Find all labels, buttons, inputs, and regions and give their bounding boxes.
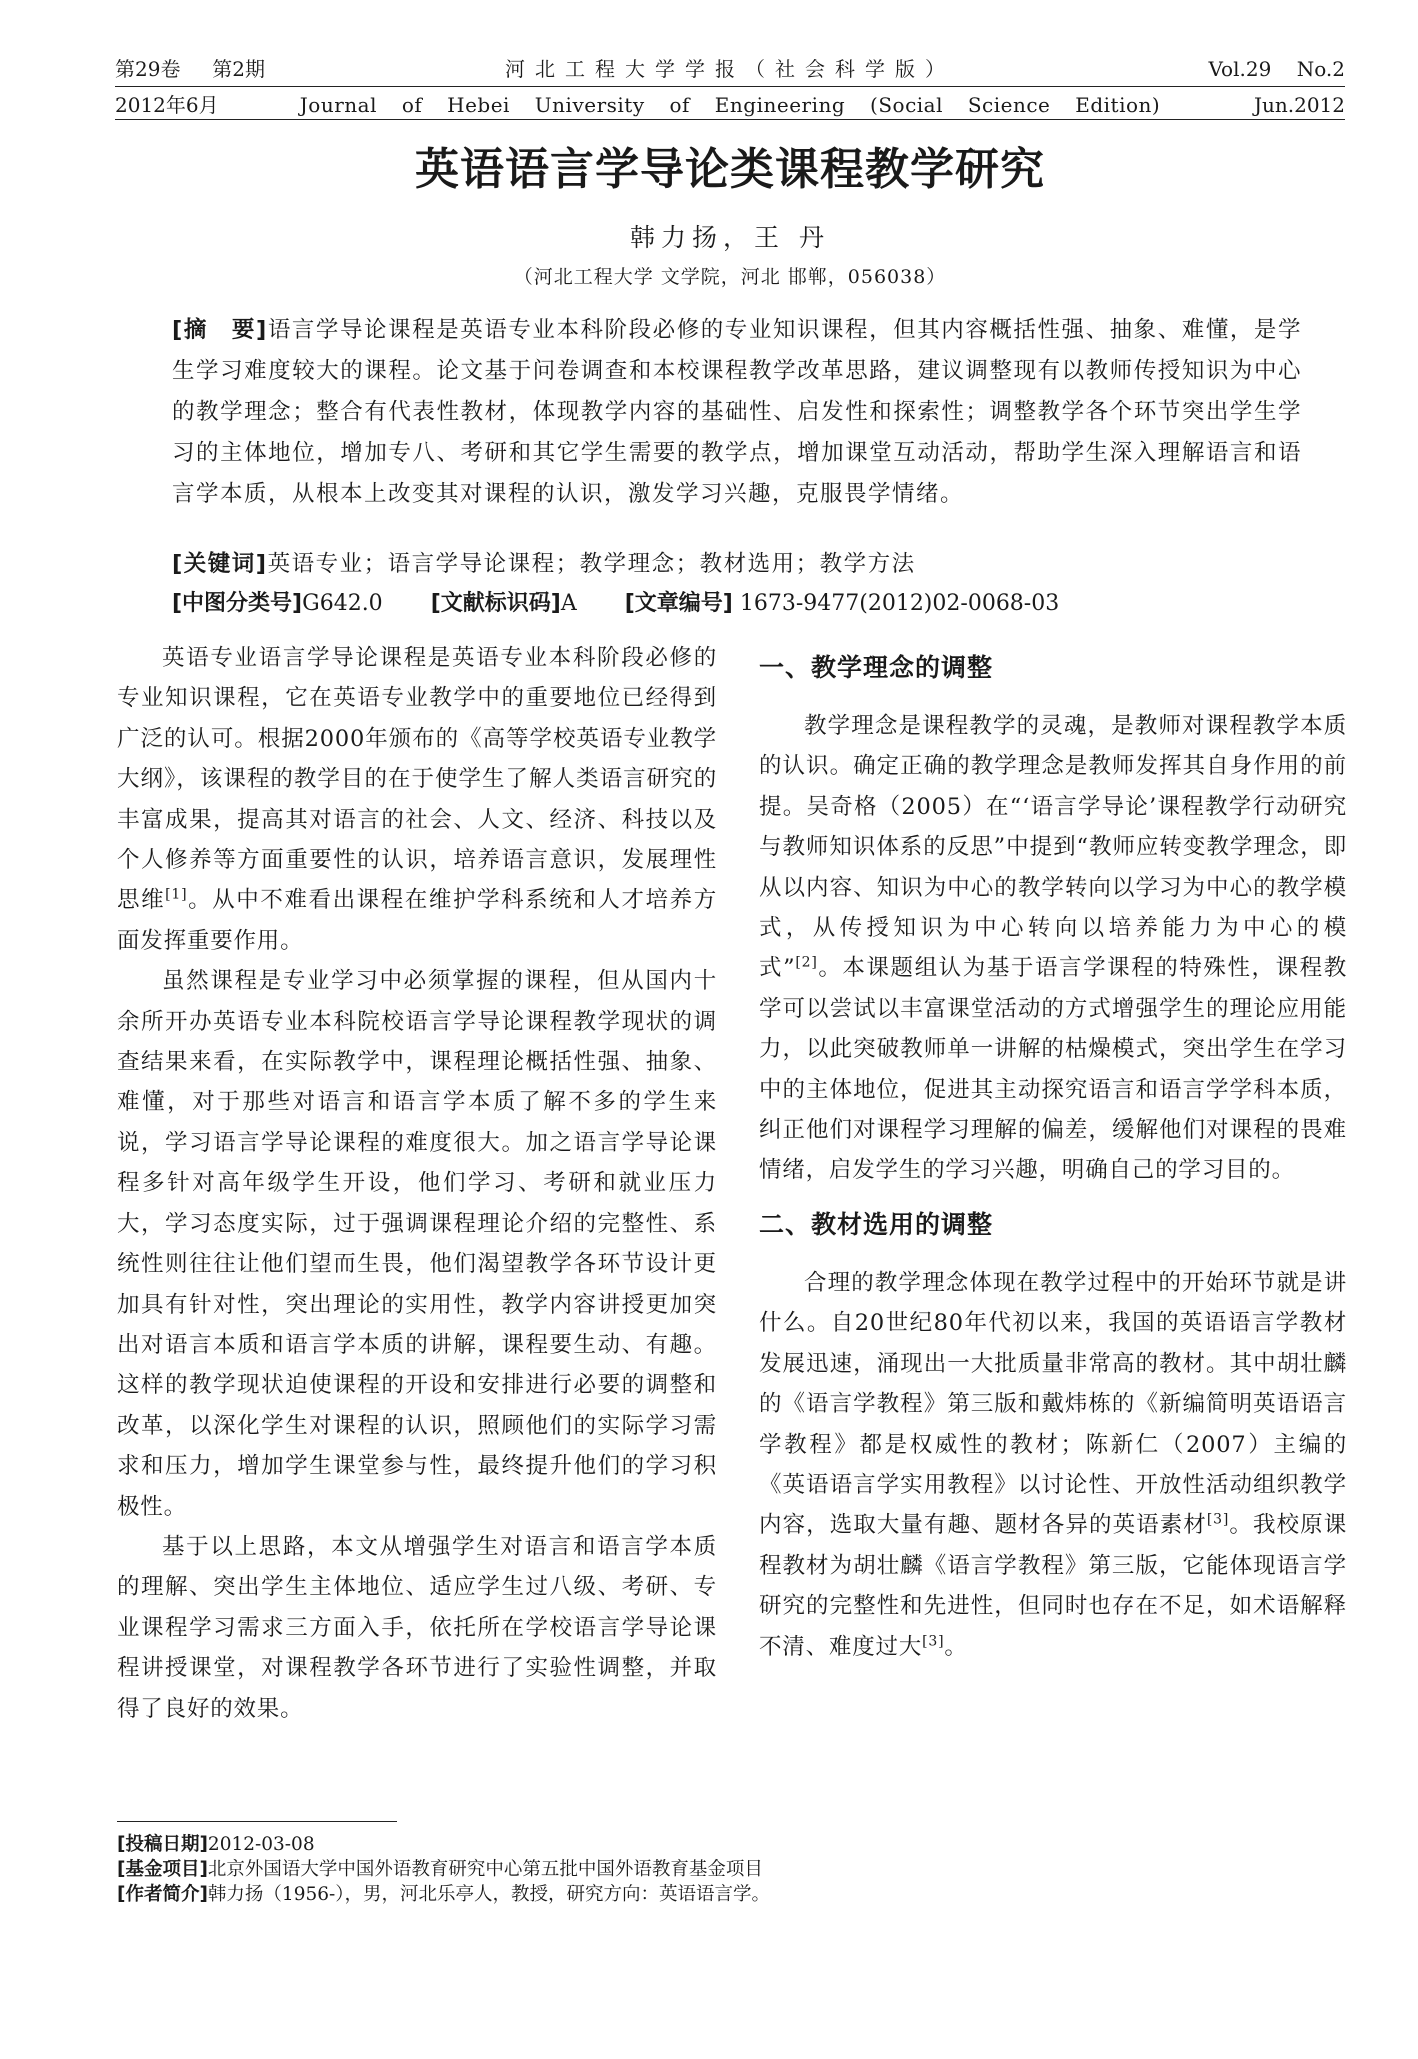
paragraph-text: 。 [944, 1633, 968, 1660]
paragraph-text: 合理的教学理念体现在教学过程中的开始环节就是讲什么。自20世纪80年代初以来，我国的英语语言学教材发展迅速，涌现出一大批质量非常高的教材。其中胡壮麟的《语言学教程》第三版和戴炜栋的《新编简明英语语言学教程》都是权威性的教材；陈新仁（2007）主编的《英语语言学实用教程》以讨论性、开放性活动组织教学内容，选取大量有趣、题材各异的英语素材 [759, 1269, 1347, 1539]
fund-label: [基金项目] [117, 1859, 208, 1880]
authors: 韩力扬，王 丹 [630, 223, 830, 252]
article-title: 英语语言学导论类课程教学研究 [415, 144, 1045, 195]
journal-name-en: Journal of Hebei University of Engineering (Social Science Edition) [299, 93, 1161, 117]
running-header-bottom [115, 92, 1345, 122]
footnote-rule [117, 1821, 397, 1822]
header-rule-top [115, 86, 1345, 87]
clc-value: G642.0 [302, 591, 383, 616]
author-bio-text: 韩力扬（1956-），男，河北乐亭人，教授，研究方向：英语语言学。 [207, 1884, 771, 1905]
volume: 第29卷 [115, 57, 181, 81]
keywords-label: [关键词] [172, 551, 268, 577]
abstract-label: [摘 要] [172, 317, 268, 343]
paragraph [117, 638, 717, 961]
footnote [117, 1832, 1347, 1907]
footnote-fund [117, 1857, 1347, 1882]
running-header-top [115, 56, 1345, 86]
paragraph [759, 1263, 1347, 1667]
affiliation: （河北工程大学 文学院，河北 邯郸，056038） [513, 266, 947, 288]
received-date: 2012-03-08 [207, 1834, 315, 1855]
paragraph-text: 。本课题组认为基于语言学课程的特殊性，课程教学可以尝试以丰富课堂活动的方式增强学生的理论应用能力，以此突破教师单一讲解的枯燥模式，突出学生在学习中的主体地位，促进其主动探究语言和语言学学科本质，纠正他们对课程学习理解的偏差，缓解他们对课程的畏难情绪，启发学生的学习兴趣，明确自己的学习目的。 [759, 955, 1347, 1184]
abstract-text: 语言学导论课程是英语专业本科阶段必修的专业知识课程，但其内容概括性强、抽象、难懂，是学生学习难度较大的课程。论文基于问卷调查和本校课程教学改革思路，建议调整现有以教师传授知识为中心的教学理念；整合有代表性教材，体现教学内容的基础性、启发性和探索性；调整教学各个环节突出学生学习的主体地位，增加专八、考研和其它学生需要的教学点，增加课堂互动活动，帮助学生深入理解语言和语言学本质，从根本上改变其对课程的认识，激发学习兴趣，克服畏学情绪。 [172, 317, 1302, 507]
section-heading-1: 一、教学理念的调整 [759, 653, 994, 682]
citation-ref: [2] [795, 954, 818, 971]
citation-ref: [3] [922, 1633, 945, 1650]
abstract [172, 310, 1302, 515]
classification-line [172, 586, 1302, 622]
keywords [172, 546, 1302, 582]
citation-ref: [1] [165, 886, 188, 903]
date-en: Jun.2012 [1253, 93, 1345, 117]
vol-no: Vol.29 No.2 [1208, 57, 1345, 81]
paragraph-text: 英语专业语言学导论课程是英语专业本科阶段必修的专业知识课程，它在英语专业教学中的重要地位已经得到广泛的认可。根据2000年颁布的《高等学校英语专业教学大纲》，该课程的教学目的在于使学生了解人类语言研究的丰富成果，提高其对语言的社会、人文、经济、科技以及个人修养等方面重要性的认识，培养语言意识，发展理性思维 [117, 645, 717, 914]
issue: 第2期 [212, 57, 265, 81]
doc-code-label: [文献标识码] [430, 591, 561, 616]
citation-ref: [3] [1206, 1511, 1230, 1528]
keywords-text: 英语专业；语言学导论课程；教学理念；教材选用；教学方法 [267, 551, 916, 577]
paragraph-text: 。从中不难看出课程在维护学科系统和人才培养方面发挥重要作用。 [117, 887, 717, 954]
footnote-author [117, 1882, 1347, 1907]
fund-text: 北京外国语大学中国外语教育研究中心第五批中国外语教育基金项目 [207, 1859, 763, 1880]
body-right-column [759, 650, 1347, 1667]
doc-code-value: A [560, 591, 577, 616]
paragraph-text: 教学理念是课程教学的灵魂，是教师对课程教学本质的认识。确定正确的教学理念是教师发挥其自身作用的前提。吴奇格（2005）在“‘语言学导论’课程教学行动研究与教师知识体系的反思”中提到“教师应转变教学理念，即从以内容、知识为中心的教学转向以学习为中心的教学模式，从传授知识为中心转向以培养能力为中心的模式” [759, 713, 1347, 982]
article-no-value: 1673-9477(2012)02-0068-03 [739, 591, 1060, 616]
received-label: [投稿日期] [117, 1834, 208, 1855]
author-bio-label: [作者简介] [117, 1884, 208, 1905]
paragraph-text: 。我校原课程教材为胡壮麟《语言学教程》第三版，它能体现语言学研究的完整性和先进性，但同时也存在不足，如术语解释不清、难度过大 [759, 1512, 1347, 1660]
date-cn: 2012年6月 [115, 93, 219, 117]
article-no-label: [文章编号] [624, 591, 733, 616]
footnote-received [117, 1832, 1347, 1857]
paragraph: 虽然课程是专业学习中必须掌握的课程，但从国内十余所开办英语专业本科院校语言学导论课程教学现状的调查结果来看，在实际教学中，课程理论概括性强、抽象、难懂，对于那些对语言和语言学本质了解不多的学生来说，学习语言学导论课程的难度很大。加之语言学导论课程多针对高年级学生开设，他们学习、考研和就业压力大，学习态度实际，过于强调课程理论介绍的完整性、系统性则往往让他们望而生畏，他们渴望教学各环节设计更加具有针对性，突出理论的实用性，教学内容讲授更加突出对语言本质和语言学本质的讲解，课程要生动、有趣。这样的教学现状迫使课程的开设和安排进行必要的调整和改革，以深化学生对课程的认识，照顾他们的实际学习需求和压力，增加学生课堂参与性，最终提升他们的学习积极性。 [117, 968, 717, 1520]
header-rule-bottom [115, 119, 1345, 120]
paragraph [759, 706, 1347, 1191]
body-left-column [117, 638, 717, 1729]
journal-name-cn: 河北工程大学学报（社会科学版） [505, 57, 955, 81]
section-heading-2: 二、教材选用的调整 [759, 1209, 994, 1239]
clc-label: [中图分类号] [172, 591, 303, 616]
paragraph: 基于以上思路，本文从增强学生对语言和语言学本质的理解、突出学生主体地位、适应学生过八级、考研、专业课程学习需求三方面入手，依托所在学校语言学导论课程讲授课堂，对课程教学各环节进行了实验性调整，并取得了良好的效果。 [117, 1533, 717, 1722]
